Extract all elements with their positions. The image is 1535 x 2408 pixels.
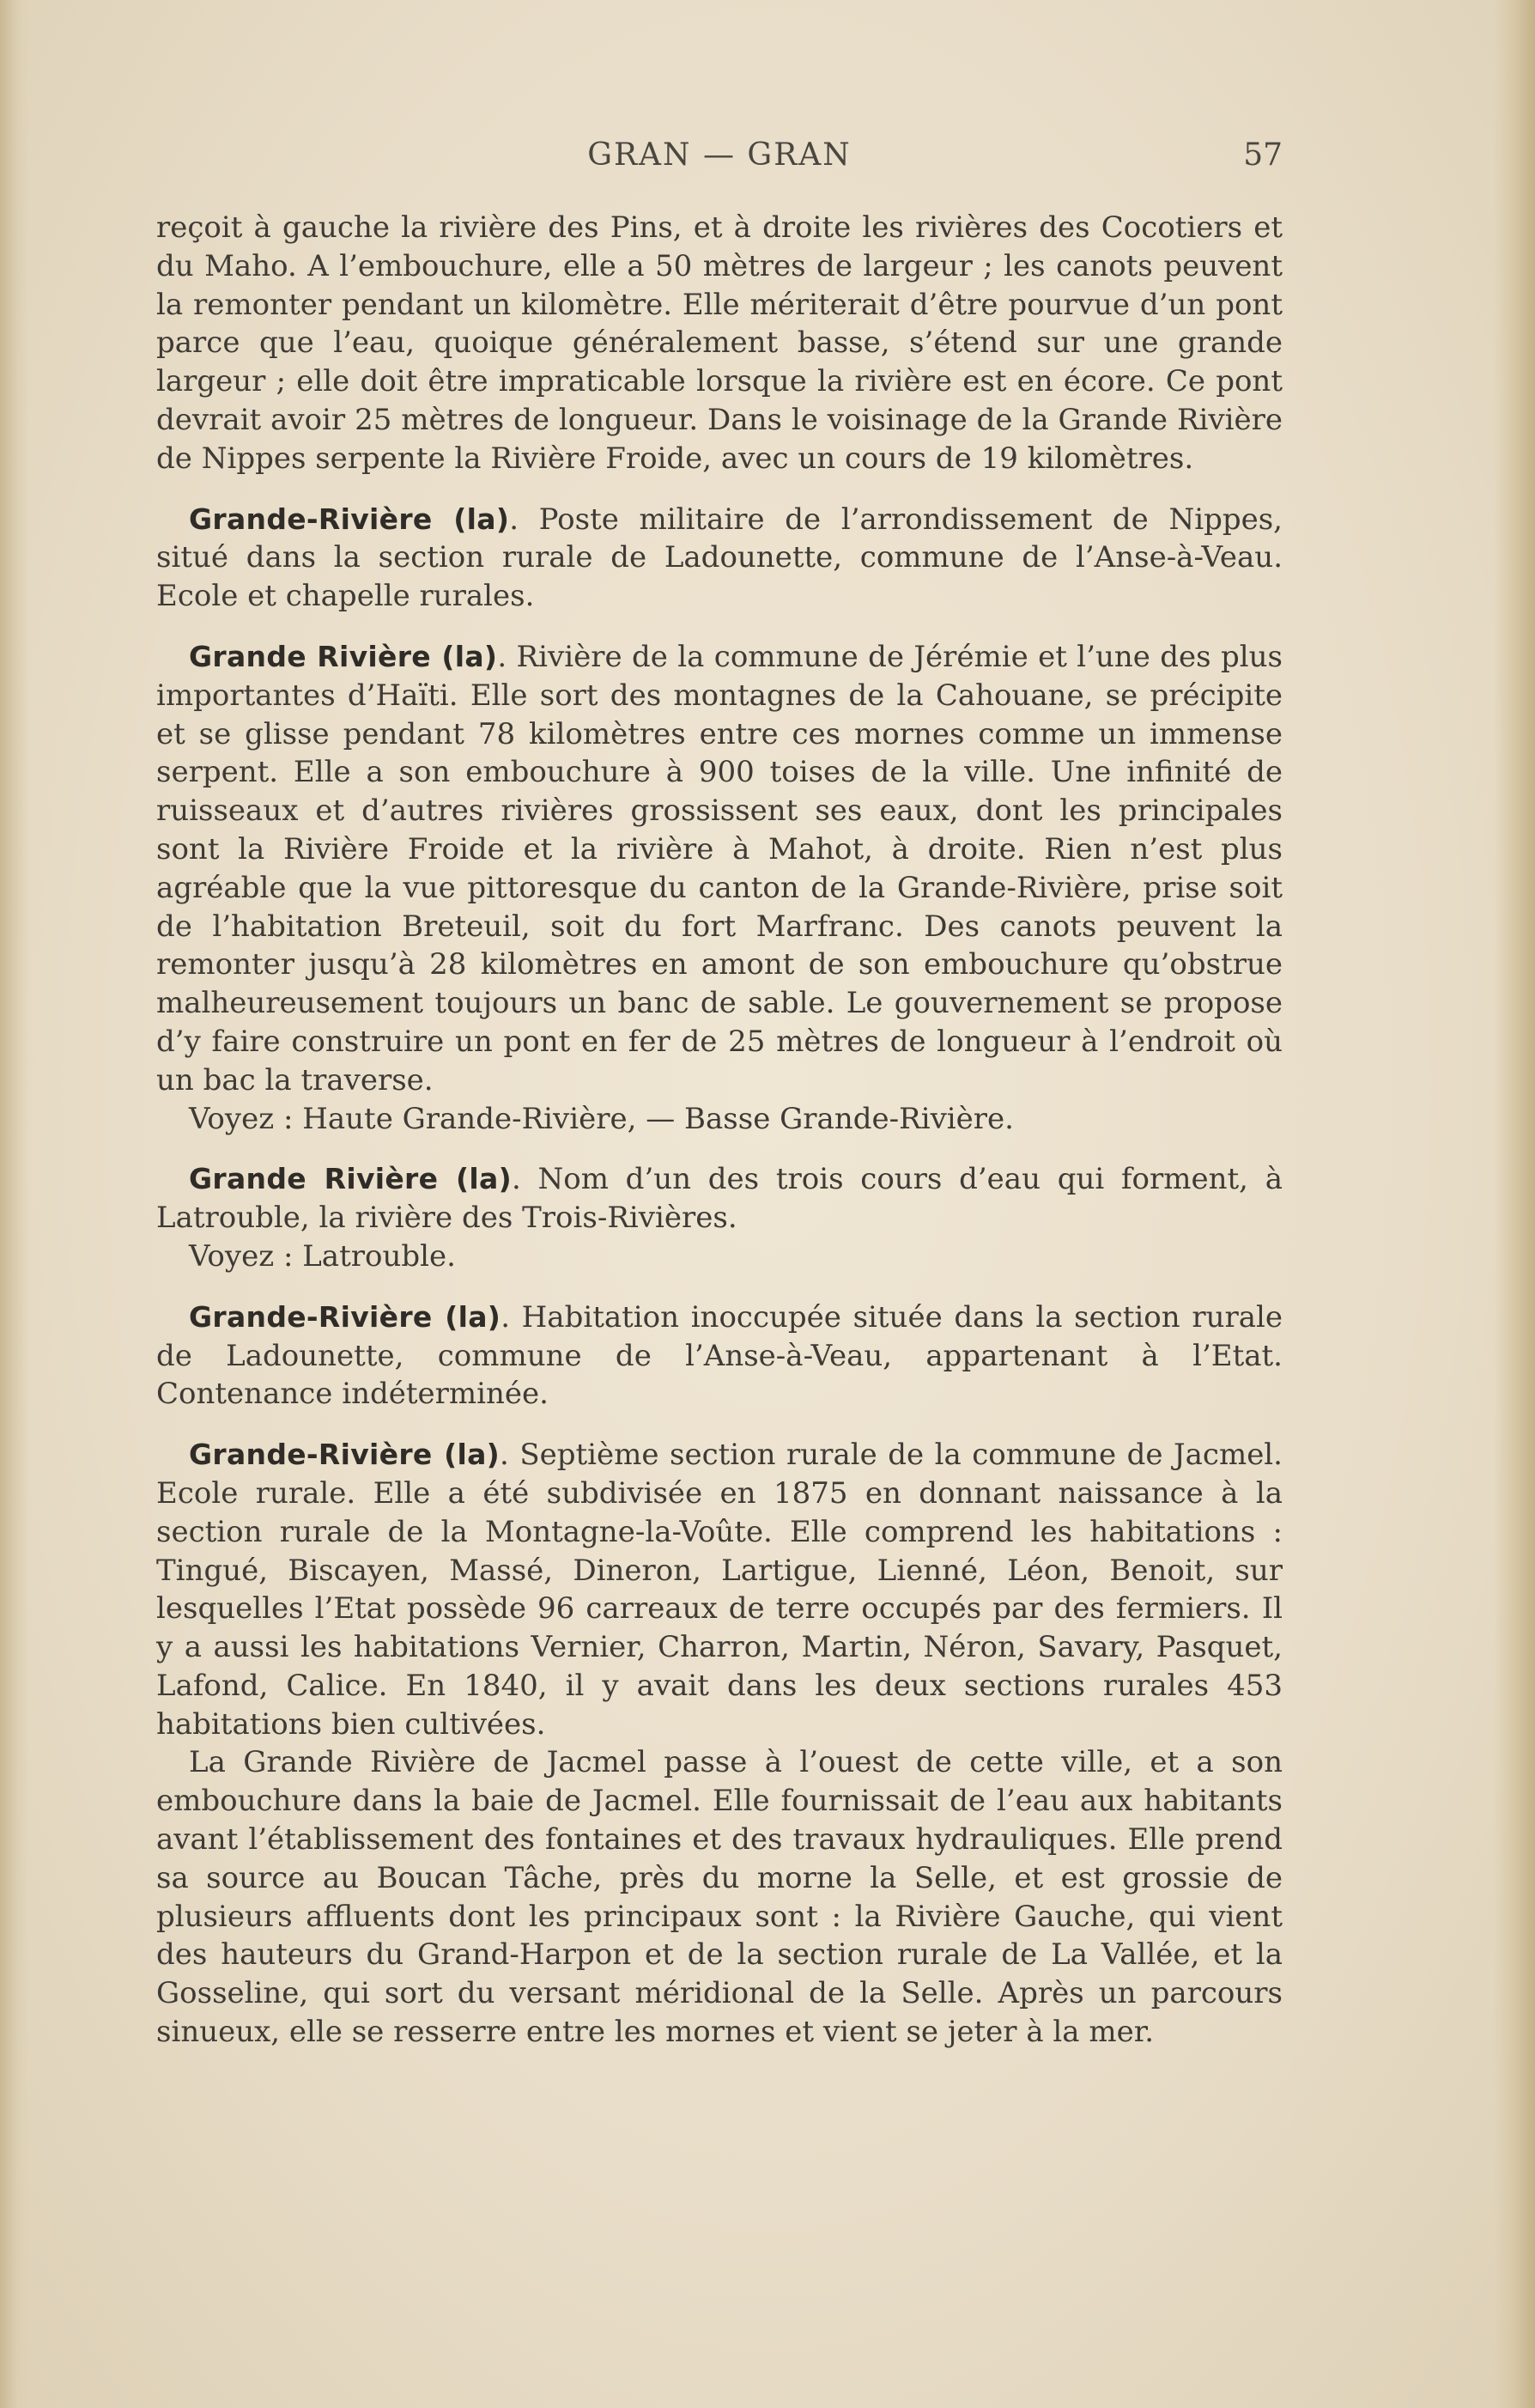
entry-headword: Grande-Rivière (la) (189, 502, 510, 536)
page-left-edge (0, 0, 29, 2408)
entry-body: . Septième section rurale de la commune de Jacmel. Ecole rurale. Elle a été subdivisée en 1875 en donnant naissance à la section rurale de la Montagne-la-Voûte. Elle comprend les habitations : Tingué, Biscayen, Massé, Dineron, Lartigue, Lienné, Léon, Benoit, sur lesquelles l’Etat possède 96 carreaux de terre occupés par des fermiers. Il y a aussi les habitations Vernier, Charron, Martin, Néron, Savary, Pasquet, Lafond, Calice. En 1840, il y avait dans les deux sections rurales 453 habitations bien cultivées. (156, 1438, 1283, 1742)
entry (156, 1436, 1283, 1743)
page-number: 57 (1243, 137, 1283, 173)
header-title: GRAN — GRAN (587, 137, 852, 173)
entry (156, 501, 1283, 616)
entry-body: . Habitation inoccupée située dans la section rurale de Ladounette, commune de l’Anse-à-Veau, appartenant à l’Etat. Contenance indéterminée. (156, 1299, 1283, 1412)
entry (156, 1298, 1283, 1414)
page-right-edge (1494, 0, 1535, 2408)
entry-body: . Nom d’un des trois cours d’eau qui forment, à Latrouble, la rivière des Trois-Rivières. (156, 1162, 1283, 1236)
entry-see-also: Voyez : Latrouble. (189, 1238, 456, 1274)
entry-see-also: Voyez : Haute Grande-Rivière, — Basse Grande-Rivière. (189, 1101, 1014, 1136)
entry-paragraph: La Grande Rivière de Jacmel passe à l’ouest de cette ville, et a son embouchure dans la baie de Jacmel. Elle fournissait de l’eau aux habitants avant l’établissement des fontaines et des travaux hydrauliques. Elle prend sa source au Boucan Tâche, près du morne la Selle, et est grossie de plusieurs affluents dont les principaux sont : la Rivière Gauche, qui vient des hauteurs du Grand-Harpon et de la section rurale de La Vallée, et la Gosseline, qui sort du versant méridional de la Selle. Après un parcours sinueux, elle se resserre entre les mornes et vient se jeter à la mer. (156, 1745, 1283, 2050)
entry-continuation (156, 209, 1283, 478)
entry-body: . Poste militaire de l’arrondissement de Nippes, situé dans la section rurale de Ladounette, commune de l’Anse-à-Veau. Ecole et chapelle rurales. (156, 502, 1283, 614)
entry-headword: Grande Rivière (la) (189, 639, 498, 673)
dictionary-text (156, 209, 1283, 2052)
entry-headword: Grande-Rivière (la) (189, 1438, 501, 1472)
entry-body: . Rivière de la commune de Jérémie et l’une des plus importantes d’Haïti. Elle sort des montagnes de la Cahouane, se précipite et se glisse pendant 78 kilomètres entre ces mornes comme un immense serpent. Elle a son embouchure à 900 toises de la ville. Une infinité de ruisseaux et d’autres rivières grossissent ses eaux, dont les principales sont la Rivière Froide et la rivière à Mahot, à droite. Rien n’est plus agréable que la vue pittoresque du canton de la Grande-Rivière, prise soit de l’habitation Breteuil, soit du fort Marfranc. Des canots peuvent la remonter jusqu’à 28 kilomètres en amont de son embouchure qu’obstrue malheureusement toujours un banc de sable. Le gouvernement se propose d’y faire construire un pont en fer de 25 mètres de longueur à l’endroit où un bac la traverse. (156, 639, 1283, 1098)
entry (156, 1160, 1283, 1237)
running-header (156, 137, 1283, 189)
entry-headword: Grande Rivière (la) (189, 1162, 512, 1196)
entry-body: reçoit à gauche la rivière des Pins, et à droite les rivières des Cocotiers et du Maho. A l’embouchure, elle a 50 mètres de largeur ; les canots peuvent la remonter pendant un kilomètre. Elle mériterait d’être pourvue d’un pont parce que l’eau, quoique généralement basse, s’étend sur une grande largeur ; elle doit être impraticable lorsque la rivière est en écore. Ce pont devrait avoir 25 mètres de longueur. Dans le voisinage de la Grande Rivière de Nippes serpente la Rivière Froide, avec un cours de 19 kilomètres. (156, 210, 1283, 476)
entry (156, 638, 1283, 1100)
entry-headword: Grande-Rivière (la) (189, 1299, 501, 1334)
